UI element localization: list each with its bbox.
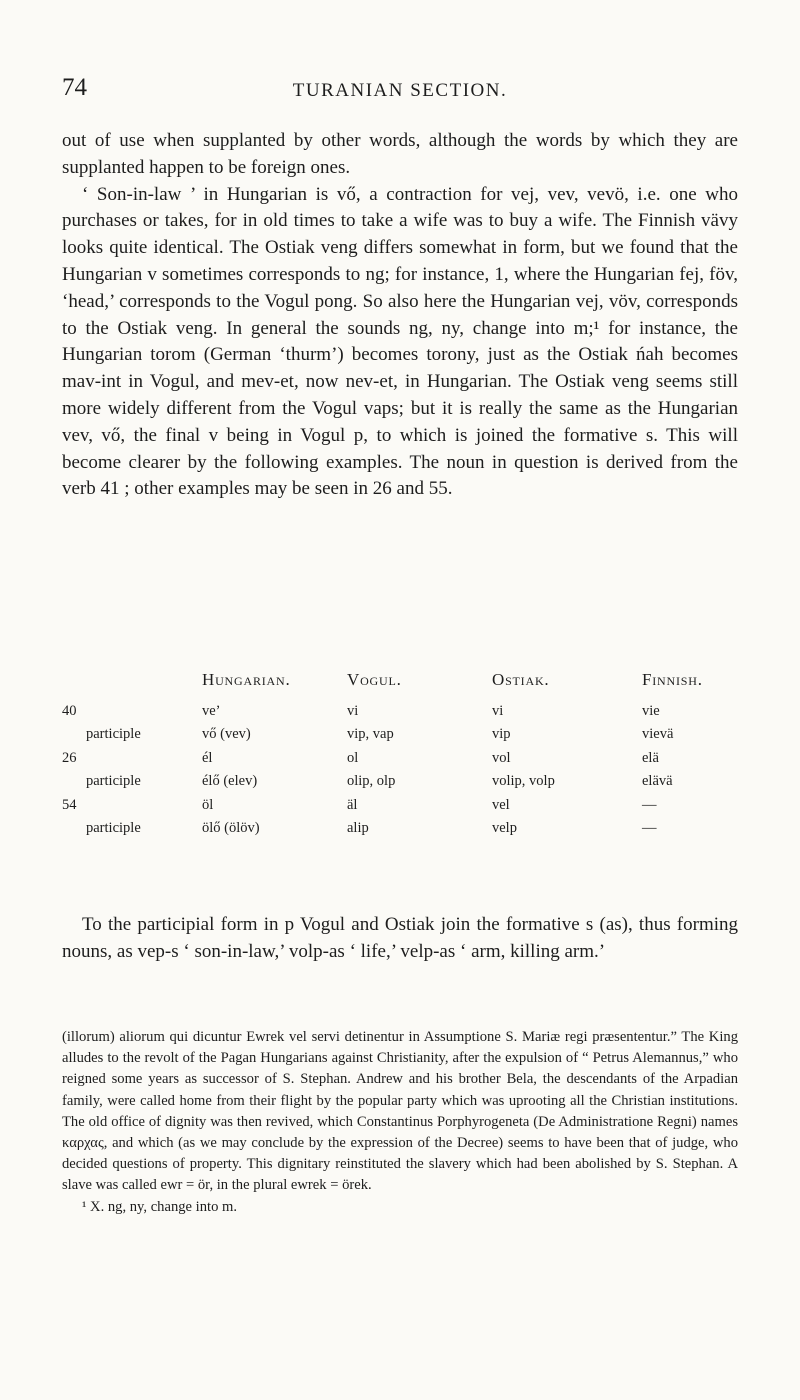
table-row xyxy=(62,817,738,841)
table-cell: él xyxy=(202,749,213,766)
column-header: Hungarian. xyxy=(202,670,291,689)
column-header: Ostiak. xyxy=(492,670,550,689)
table-cell: vő (vev) xyxy=(202,726,251,742)
table-cell: volip, volp xyxy=(492,773,555,789)
paragraph: ‘ Son-in-law ’ in Hungarian is vő, a contraction for vej, vev, vevö, i.e. one who purchases or takes, for in old times to take a wife was to buy a wife. The Finnish vävy looks quite identical. The Ostiak veng differs somewhat in form, but we found that the Hungarian v sometimes corresponds to ng; for instance, 1, where the Hungarian fej, föv, ‘head,’ corresponds to the Vogul pong. So also here the Hungarian vej, vöv, corresponds to the Ostiak veng. In general the sounds ng, ny, change into m;¹ for instance, the Hungarian torom (German ‘thurm’) becomes torony, just as the Ostiak ńah becomes mav-int in Vogul, and mev-et, now nev-et, in Hungarian. The Ostiak veng seems still more widely different from the Vogul vaps; but it is really the same as the Hungarian vev, vő, the final v being in Vogul p, to which is joined the formative s. This will become clearer by the following examples. The noun in question is derived from the verb 41 ; other examples may be seen in 26 and 55. xyxy=(62,183,738,500)
table-cell: vol xyxy=(492,749,511,766)
table-cell: äl xyxy=(347,796,358,813)
table-cell: participle xyxy=(86,726,141,742)
comparison-table xyxy=(62,668,738,841)
table-cell: participle xyxy=(86,820,141,836)
table-cell: 54 xyxy=(62,796,77,813)
table-cell: vip xyxy=(492,726,511,742)
table-cell: élő (elev) xyxy=(202,773,258,789)
table-row xyxy=(62,770,738,794)
paragraph: out of use when supplanted by other words, although the words by which they are supplanted happen to be foreign ones. xyxy=(62,130,738,178)
table-row xyxy=(62,747,738,771)
table-cell: vi xyxy=(347,702,359,719)
table-cell: vi xyxy=(492,702,504,719)
running-title: TURANIAN SECTION. xyxy=(292,80,508,101)
table-cell: ve’ xyxy=(202,702,221,719)
table-cell: vie xyxy=(642,702,660,719)
text-after-table xyxy=(62,912,738,966)
table-cell: elä xyxy=(642,749,659,766)
table-cell: ölő (ölöv) xyxy=(202,820,260,836)
table-cell: ol xyxy=(347,749,359,766)
table-cell: 40 xyxy=(62,702,77,719)
table-cell: velp xyxy=(492,820,517,836)
table-row xyxy=(62,794,738,818)
column-header: Vogul. xyxy=(347,670,402,689)
table-cell: — xyxy=(642,820,657,836)
table-cell: öl xyxy=(202,796,214,813)
table-cell: vievä xyxy=(642,726,674,742)
table-cell: — xyxy=(642,796,657,813)
table-row xyxy=(62,700,738,724)
footnotes xyxy=(62,1027,738,1218)
table-cell: 26 xyxy=(62,749,77,766)
table-header xyxy=(62,668,738,692)
page-number: 74 xyxy=(62,74,87,101)
main-text xyxy=(62,128,738,503)
table-cell: vel xyxy=(492,796,510,813)
column-header: Finnish. xyxy=(642,670,703,689)
table-cell: vip, vap xyxy=(347,726,394,742)
table-row xyxy=(62,723,738,747)
table-cell: participle xyxy=(86,773,141,789)
table-cell: elävä xyxy=(642,773,673,789)
footnote-continued: (illorum) aliorum qui dicuntur Ewrek vel servi detinentur in Assumptione S. Mariæ regi præsententur.” The King alludes to the revolt of the Pagan Hungarians against Christianity, after the expulsion of “ Petrus Alemannus,” who reigned some years as successor of S. Stephan. Andrew and his brother Bela, the descendants of the Arpadian family, were called home from their flight by the popular party which was uprooting all the Christian institutions. The old office of dignity was then revived, which Constantinus Porphyrogeneta (De Administratione Regni) names καρχας, and which (as we may conclude by the expression of the Decree) seems to have been that of judge, who decided questions of property. This dignitary reinstituted the slavery which had been abolished by S. Stephan. A slave was called ewr = ör, in the plural ewrek = örek. xyxy=(62,1029,738,1194)
table-cell: olip, olp xyxy=(347,773,396,789)
column-header xyxy=(62,668,202,692)
paragraph: To the participial form in p Vogul and Ostiak join the formative s (as), thus forming nouns, as vep-s ‘ son-in-law,’ volp-as ‘ life,’ velp-as ‘ arm, killing arm.’ xyxy=(62,914,738,962)
footnote-1: ¹ X. ng, ny, change into m. xyxy=(82,1198,238,1215)
table-cell: alip xyxy=(347,820,369,836)
